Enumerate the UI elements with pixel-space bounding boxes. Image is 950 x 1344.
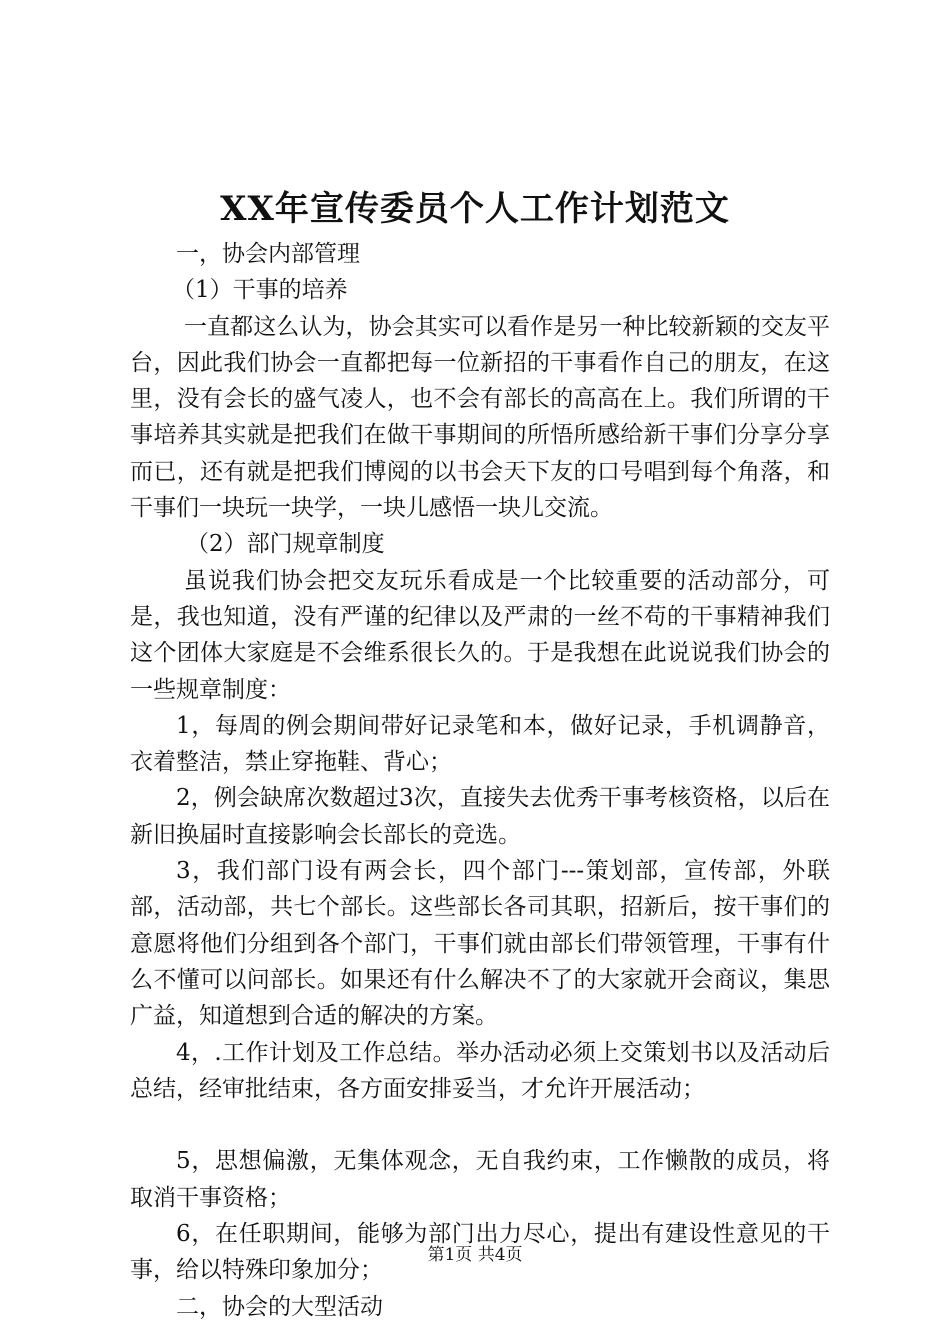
rule-item-3: 3，我们部门设有两会长，四个部门---策划部，宣传部，外联部，活动部，共七个部长。这些部长各司其职，招新后，按干事们的意愿将他们分组到各个部门，干事们就由部长们带领管理，干事有什么不懂可以问部长。如果还有什么解决不了的大家就开会商议，集思广益，知道想到合适的解决的方案。: [130, 858, 830, 1030]
document-body: [130, 236, 830, 1325]
rule-item-6: 6，在任职期间，能够为部门出力尽心，提出有建设性意见的干事，给以特殊印象加分；: [130, 1221, 830, 1284]
document-title: XX年宣传委员个人工作计划范文: [220, 189, 730, 229]
rule-item-4: 4，.工作计划及工作总结。举办活动必须上交策划书以及活动后总结，经审批结束，各方面安排妥当，才允许开展活动；: [130, 1039, 830, 1102]
subheading-staff-training: （1）干事的培养: [172, 277, 348, 304]
paragraph-department-rules: 虽说我们协会把交友玩乐看成是一个比较重要的活动部分，可是，我也知道，没有严谨的纪律以及严肃的一丝不苟的干事精神我们这个团体大家庭是不会维系很长久的。于是我想在此说说我们协会的一些规章制度：: [130, 567, 830, 703]
rule-item-2: 2，例会缺席次数超过3次，直接失去优秀干事考核资格，以后在新旧换届时直接影响会长部长的竞选。: [130, 785, 830, 848]
rule-item-1: 1，每周的例会期间带好记录笔和本，做好记录，手机调静音，衣着整洁，禁止穿拖鞋、背心；: [130, 712, 830, 776]
subheading-department-rules: （2）部门规章制度: [186, 531, 385, 558]
rule-item-5: 5，思想偏激，无集体观念，无自我约束，工作懒散的成员，将取消干事资格；: [130, 1148, 830, 1211]
page-number: 第1页 共4页: [427, 1245, 523, 1265]
section-heading-major-activities: 二，协会的大型活动: [176, 1293, 383, 1320]
section-heading-internal-management: 一，协会内部管理: [176, 241, 360, 267]
blank-line: [130, 1107, 830, 1143]
paragraph-staff-training: 一直都这么认为，协会其实可以看作是另一种比较新颖的交友平台，因此我们协会一直都把每一位新招的干事看作自己的朋友，在这里，没有会长的盛气凌人，也不会有部长的高高在上。我们所谓的干事培养其实就是把我们在做干事期间的所悟所感给新干事们分享分享而已，还有就是把我们博阅的以书会天下友的口号唱到每个角落，和干事们一块玩一块学，一块儿感悟一块儿交流。: [130, 313, 830, 522]
